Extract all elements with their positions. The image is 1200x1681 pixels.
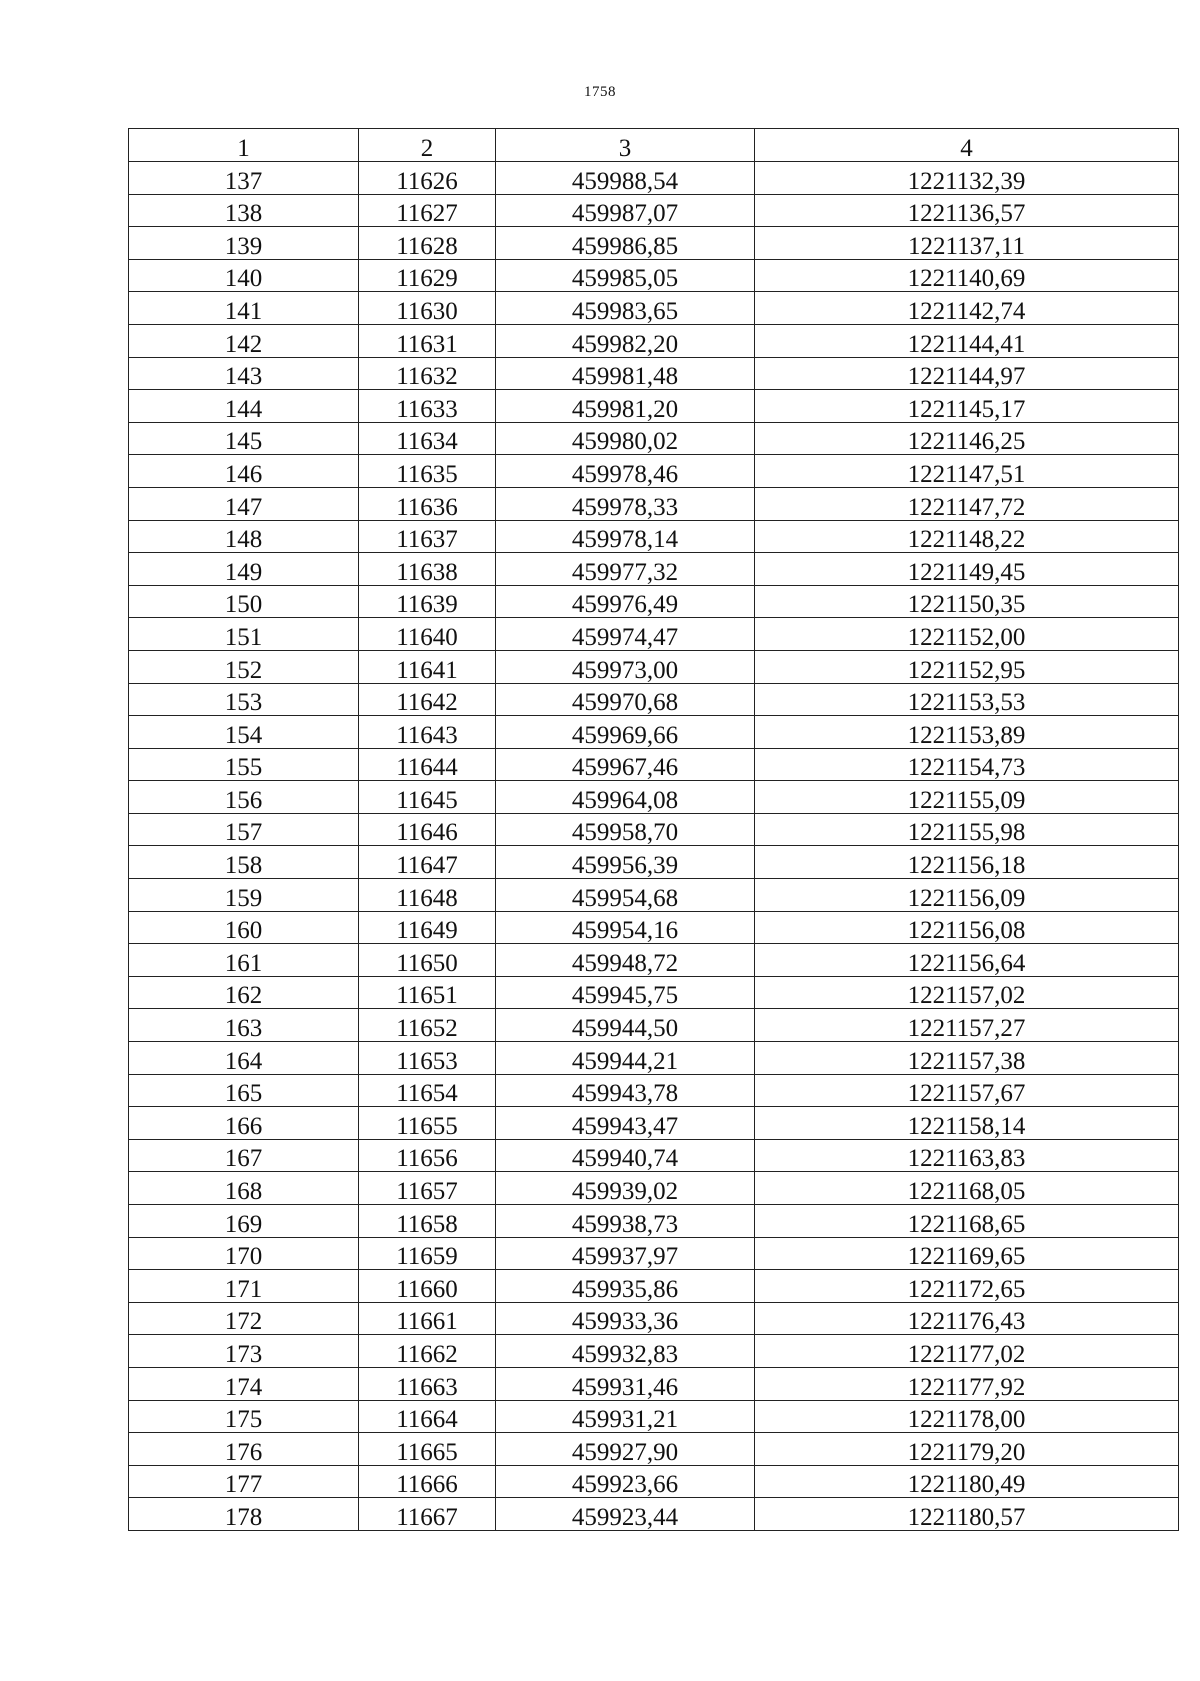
point-number-cell: 143 xyxy=(129,357,359,390)
point-id-cell: 11657 xyxy=(359,1172,496,1205)
point-number-cell: 144 xyxy=(129,390,359,423)
x-coordinate-cell: 459923,66 xyxy=(496,1465,755,1498)
table-row xyxy=(129,194,1179,227)
x-coordinate-cell: 459981,20 xyxy=(496,390,755,423)
header-row xyxy=(129,129,1179,162)
y-coordinate-cell: 1221152,00 xyxy=(755,618,1179,651)
x-coordinate-cell: 459981,48 xyxy=(496,357,755,390)
point-id-cell: 11642 xyxy=(359,683,496,716)
table-row xyxy=(129,1335,1179,1368)
table-row xyxy=(129,1139,1179,1172)
point-id-cell: 11646 xyxy=(359,813,496,846)
table-row xyxy=(129,911,1179,944)
y-coordinate-cell: 1221157,27 xyxy=(755,1009,1179,1042)
point-id-cell: 11658 xyxy=(359,1205,496,1238)
point-number-cell: 173 xyxy=(129,1335,359,1368)
y-coordinate-cell: 1221156,64 xyxy=(755,944,1179,977)
y-coordinate-cell: 1221156,18 xyxy=(755,846,1179,879)
point-id-cell: 11634 xyxy=(359,422,496,455)
x-coordinate-cell: 459976,49 xyxy=(496,585,755,618)
point-number-cell: 159 xyxy=(129,879,359,912)
point-id-cell: 11662 xyxy=(359,1335,496,1368)
y-coordinate-cell: 1221178,00 xyxy=(755,1400,1179,1433)
y-coordinate-cell: 1221157,67 xyxy=(755,1074,1179,1107)
y-coordinate-cell: 1221172,65 xyxy=(755,1270,1179,1303)
point-number-cell: 150 xyxy=(129,585,359,618)
point-id-cell: 11638 xyxy=(359,553,496,586)
point-id-cell: 11647 xyxy=(359,846,496,879)
table-row xyxy=(129,1237,1179,1270)
point-number-cell: 166 xyxy=(129,1107,359,1140)
point-number-cell: 153 xyxy=(129,683,359,716)
point-number-cell: 165 xyxy=(129,1074,359,1107)
table-row xyxy=(129,1465,1179,1498)
x-coordinate-cell: 459978,46 xyxy=(496,455,755,488)
table-row xyxy=(129,846,1179,879)
x-coordinate-cell: 459958,70 xyxy=(496,813,755,846)
point-id-cell: 11628 xyxy=(359,227,496,260)
y-coordinate-cell: 1221176,43 xyxy=(755,1302,1179,1335)
x-coordinate-cell: 459932,83 xyxy=(496,1335,755,1368)
y-coordinate-cell: 1221180,49 xyxy=(755,1465,1179,1498)
point-id-cell: 11652 xyxy=(359,1009,496,1042)
x-coordinate-cell: 459935,86 xyxy=(496,1270,755,1303)
y-coordinate-cell: 1221169,65 xyxy=(755,1237,1179,1270)
point-id-cell: 11667 xyxy=(359,1498,496,1531)
point-id-cell: 11648 xyxy=(359,879,496,912)
y-coordinate-cell: 1221179,20 xyxy=(755,1433,1179,1466)
y-coordinate-cell: 1221158,14 xyxy=(755,1107,1179,1140)
point-id-cell: 11655 xyxy=(359,1107,496,1140)
point-number-cell: 147 xyxy=(129,487,359,520)
point-id-cell: 11660 xyxy=(359,1270,496,1303)
point-number-cell: 156 xyxy=(129,781,359,814)
point-number-cell: 139 xyxy=(129,227,359,260)
y-coordinate-cell: 1221177,92 xyxy=(755,1367,1179,1400)
y-coordinate-cell: 1221140,69 xyxy=(755,259,1179,292)
table-row xyxy=(129,227,1179,260)
y-coordinate-cell: 1221168,65 xyxy=(755,1205,1179,1238)
table-row xyxy=(129,487,1179,520)
y-coordinate-cell: 1221137,11 xyxy=(755,227,1179,260)
point-id-cell: 11636 xyxy=(359,487,496,520)
point-number-cell: 171 xyxy=(129,1270,359,1303)
point-id-cell: 11659 xyxy=(359,1237,496,1270)
point-number-cell: 141 xyxy=(129,292,359,325)
point-id-cell: 11654 xyxy=(359,1074,496,1107)
point-id-cell: 11644 xyxy=(359,748,496,781)
table-row xyxy=(129,1367,1179,1400)
x-coordinate-cell: 459927,90 xyxy=(496,1433,755,1466)
point-number-cell: 175 xyxy=(129,1400,359,1433)
point-id-cell: 11640 xyxy=(359,618,496,651)
column-header-1: 1 xyxy=(129,129,359,162)
point-id-cell: 11663 xyxy=(359,1367,496,1400)
point-id-cell: 11641 xyxy=(359,650,496,683)
point-number-cell: 151 xyxy=(129,618,359,651)
point-number-cell: 161 xyxy=(129,944,359,977)
x-coordinate-cell: 459943,78 xyxy=(496,1074,755,1107)
x-coordinate-cell: 459940,74 xyxy=(496,1139,755,1172)
y-coordinate-cell: 1221144,41 xyxy=(755,324,1179,357)
x-coordinate-cell: 459983,65 xyxy=(496,292,755,325)
x-coordinate-cell: 459931,21 xyxy=(496,1400,755,1433)
x-coordinate-cell: 459967,46 xyxy=(496,748,755,781)
point-id-cell: 11649 xyxy=(359,911,496,944)
y-coordinate-cell: 1221155,09 xyxy=(755,781,1179,814)
x-coordinate-cell: 459945,75 xyxy=(496,976,755,1009)
point-number-cell: 178 xyxy=(129,1498,359,1531)
table-row xyxy=(129,879,1179,912)
point-id-cell: 11661 xyxy=(359,1302,496,1335)
point-id-cell: 11637 xyxy=(359,520,496,553)
point-number-cell: 167 xyxy=(129,1139,359,1172)
table-header xyxy=(129,129,1179,162)
x-coordinate-cell: 459937,97 xyxy=(496,1237,755,1270)
x-coordinate-cell: 459977,32 xyxy=(496,553,755,586)
point-number-cell: 168 xyxy=(129,1172,359,1205)
point-id-cell: 11632 xyxy=(359,357,496,390)
column-header-2: 2 xyxy=(359,129,496,162)
point-id-cell: 11639 xyxy=(359,585,496,618)
y-coordinate-cell: 1221163,83 xyxy=(755,1139,1179,1172)
table-row xyxy=(129,1074,1179,1107)
coordinates-table xyxy=(128,128,1179,1531)
x-coordinate-cell: 459988,54 xyxy=(496,162,755,195)
table-row xyxy=(129,716,1179,749)
table-row xyxy=(129,357,1179,390)
x-coordinate-cell: 459923,44 xyxy=(496,1498,755,1531)
table-row xyxy=(129,1302,1179,1335)
table-row xyxy=(129,1400,1179,1433)
point-number-cell: 177 xyxy=(129,1465,359,1498)
x-coordinate-cell: 459956,39 xyxy=(496,846,755,879)
x-coordinate-cell: 459933,36 xyxy=(496,1302,755,1335)
x-coordinate-cell: 459987,07 xyxy=(496,194,755,227)
point-number-cell: 169 xyxy=(129,1205,359,1238)
x-coordinate-cell: 459954,68 xyxy=(496,879,755,912)
y-coordinate-cell: 1221152,95 xyxy=(755,650,1179,683)
table-row xyxy=(129,292,1179,325)
point-id-cell: 11666 xyxy=(359,1465,496,1498)
y-coordinate-cell: 1221157,02 xyxy=(755,976,1179,1009)
table-row xyxy=(129,390,1179,423)
point-number-cell: 142 xyxy=(129,324,359,357)
table-row xyxy=(129,813,1179,846)
point-id-cell: 11631 xyxy=(359,324,496,357)
point-number-cell: 146 xyxy=(129,455,359,488)
table-row xyxy=(129,324,1179,357)
x-coordinate-cell: 459974,47 xyxy=(496,618,755,651)
x-coordinate-cell: 459939,02 xyxy=(496,1172,755,1205)
page-number: 1758 xyxy=(584,84,616,100)
x-coordinate-cell: 459944,21 xyxy=(496,1042,755,1075)
y-coordinate-cell: 1221155,98 xyxy=(755,813,1179,846)
point-id-cell: 11665 xyxy=(359,1433,496,1466)
point-number-cell: 149 xyxy=(129,553,359,586)
x-coordinate-cell: 459969,66 xyxy=(496,716,755,749)
point-number-cell: 160 xyxy=(129,911,359,944)
column-header-3: 3 xyxy=(496,129,755,162)
point-number-cell: 155 xyxy=(129,748,359,781)
x-coordinate-cell: 459978,14 xyxy=(496,520,755,553)
table-body xyxy=(129,162,1179,1531)
point-number-cell: 138 xyxy=(129,194,359,227)
point-number-cell: 154 xyxy=(129,716,359,749)
y-coordinate-cell: 1221147,72 xyxy=(755,487,1179,520)
x-coordinate-cell: 459985,05 xyxy=(496,259,755,292)
table-row xyxy=(129,650,1179,683)
table-row xyxy=(129,1172,1179,1205)
point-number-cell: 164 xyxy=(129,1042,359,1075)
point-id-cell: 11656 xyxy=(359,1139,496,1172)
table-row xyxy=(129,422,1179,455)
point-id-cell: 11643 xyxy=(359,716,496,749)
table-row xyxy=(129,683,1179,716)
y-coordinate-cell: 1221180,57 xyxy=(755,1498,1179,1531)
y-coordinate-cell: 1221144,97 xyxy=(755,357,1179,390)
table-row xyxy=(129,1433,1179,1466)
point-number-cell: 152 xyxy=(129,650,359,683)
table-row xyxy=(129,944,1179,977)
y-coordinate-cell: 1221136,57 xyxy=(755,194,1179,227)
y-coordinate-cell: 1221156,09 xyxy=(755,879,1179,912)
y-coordinate-cell: 1221177,02 xyxy=(755,1335,1179,1368)
table-row xyxy=(129,781,1179,814)
table-row xyxy=(129,259,1179,292)
point-id-cell: 11635 xyxy=(359,455,496,488)
point-id-cell: 11650 xyxy=(359,944,496,977)
point-number-cell: 158 xyxy=(129,846,359,879)
x-coordinate-cell: 459938,73 xyxy=(496,1205,755,1238)
x-coordinate-cell: 459978,33 xyxy=(496,487,755,520)
table-row xyxy=(129,520,1179,553)
point-number-cell: 148 xyxy=(129,520,359,553)
y-coordinate-cell: 1221149,45 xyxy=(755,553,1179,586)
table-row xyxy=(129,1009,1179,1042)
y-coordinate-cell: 1221148,22 xyxy=(755,520,1179,553)
y-coordinate-cell: 1221145,17 xyxy=(755,390,1179,423)
point-id-cell: 11645 xyxy=(359,781,496,814)
table-row xyxy=(129,553,1179,586)
point-number-cell: 145 xyxy=(129,422,359,455)
table-row xyxy=(129,162,1179,195)
y-coordinate-cell: 1221147,51 xyxy=(755,455,1179,488)
table-row xyxy=(129,618,1179,651)
point-number-cell: 162 xyxy=(129,976,359,1009)
point-number-cell: 163 xyxy=(129,1009,359,1042)
point-number-cell: 176 xyxy=(129,1433,359,1466)
y-coordinate-cell: 1221153,89 xyxy=(755,716,1179,749)
point-id-cell: 11630 xyxy=(359,292,496,325)
y-coordinate-cell: 1221142,74 xyxy=(755,292,1179,325)
y-coordinate-cell: 1221153,53 xyxy=(755,683,1179,716)
y-coordinate-cell: 1221154,73 xyxy=(755,748,1179,781)
point-number-cell: 174 xyxy=(129,1367,359,1400)
table-row xyxy=(129,1270,1179,1303)
point-number-cell: 140 xyxy=(129,259,359,292)
point-number-cell: 172 xyxy=(129,1302,359,1335)
y-coordinate-cell: 1221132,39 xyxy=(755,162,1179,195)
table-row xyxy=(129,585,1179,618)
point-id-cell: 11664 xyxy=(359,1400,496,1433)
point-id-cell: 11633 xyxy=(359,390,496,423)
table-row xyxy=(129,1498,1179,1531)
point-number-cell: 137 xyxy=(129,162,359,195)
table-row xyxy=(129,748,1179,781)
point-number-cell: 170 xyxy=(129,1237,359,1270)
table-row xyxy=(129,1107,1179,1140)
x-coordinate-cell: 459980,02 xyxy=(496,422,755,455)
x-coordinate-cell: 459982,20 xyxy=(496,324,755,357)
y-coordinate-cell: 1221156,08 xyxy=(755,911,1179,944)
table-row xyxy=(129,455,1179,488)
x-coordinate-cell: 459944,50 xyxy=(496,1009,755,1042)
x-coordinate-cell: 459948,72 xyxy=(496,944,755,977)
table-row xyxy=(129,1205,1179,1238)
x-coordinate-cell: 459970,68 xyxy=(496,683,755,716)
table-row xyxy=(129,1042,1179,1075)
x-coordinate-cell: 459964,08 xyxy=(496,781,755,814)
point-number-cell: 157 xyxy=(129,813,359,846)
point-id-cell: 11627 xyxy=(359,194,496,227)
y-coordinate-cell: 1221168,05 xyxy=(755,1172,1179,1205)
x-coordinate-cell: 459943,47 xyxy=(496,1107,755,1140)
y-coordinate-cell: 1221157,38 xyxy=(755,1042,1179,1075)
x-coordinate-cell: 459986,85 xyxy=(496,227,755,260)
point-id-cell: 11626 xyxy=(359,162,496,195)
point-id-cell: 11653 xyxy=(359,1042,496,1075)
point-id-cell: 11651 xyxy=(359,976,496,1009)
y-coordinate-cell: 1221150,35 xyxy=(755,585,1179,618)
point-id-cell: 11629 xyxy=(359,259,496,292)
table-row xyxy=(129,976,1179,1009)
column-header-4: 4 xyxy=(755,129,1179,162)
x-coordinate-cell: 459954,16 xyxy=(496,911,755,944)
x-coordinate-cell: 459931,46 xyxy=(496,1367,755,1400)
x-coordinate-cell: 459973,00 xyxy=(496,650,755,683)
y-coordinate-cell: 1221146,25 xyxy=(755,422,1179,455)
